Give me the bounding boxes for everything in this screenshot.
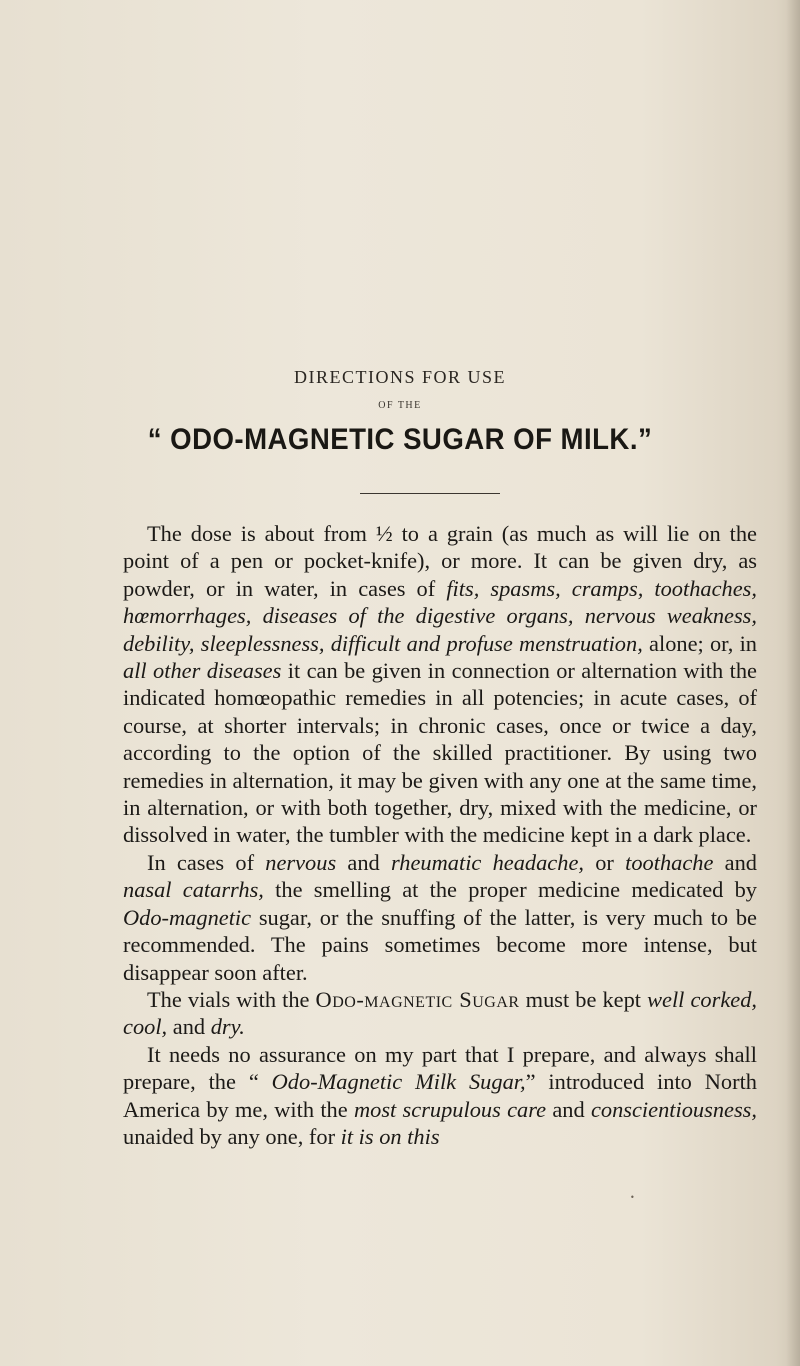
paragraph-headache [123,849,757,986]
page-edge-shadow [786,0,800,1366]
italic-run: most scrupulous care [353,1096,547,1122]
italic-run: well corked, cool, [123,986,757,1040]
small-caps-run: Odo-magnetic Sugar [315,986,520,1012]
heading-of-the: OF THE [378,400,422,411]
italic-run: Odo-Magnetic Milk Sugar, [271,1069,526,1095]
text-run: It needs no assurance on my part that I prepare, and always shall prepare, the “ [123,1041,757,1095]
italic-run: nasal catarrhs, [123,877,264,903]
italic-run: it is on this [340,1123,440,1149]
text-run: and [336,849,391,875]
text-run: ” introduced into North America by me, with the [123,1069,757,1122]
italic-run: toothache [625,849,714,875]
paragraph-vials [123,986,757,1041]
italic-run: rheumatic headache, [390,849,584,875]
italic-run: Odo-magnetic [123,904,252,930]
italic-run: nervous [265,849,337,875]
text-run: The dose is about from [147,521,376,546]
text-run: to a grain (as much as will lie on the point of a pen or pocket-knife), or more. It can be given dry, as powder, or in water, in cases of [123,521,757,601]
text-run: or [583,849,626,875]
italic-run: dry. [210,1014,245,1040]
italic-run: conscientiousness, [590,1096,757,1122]
text-run: In cases of [147,849,266,875]
italic-run: fits, spasms, cramps, toothaches, hœmorrhages, diseases of the digestive organs, nervous weakness, debility, sleeplessness, difficult and profuse menstruation, [123,575,757,656]
text-run: the smelling at the proper medicine medicated by [263,877,757,903]
body-text [123,520,757,1150]
paragraph-assurance [123,1041,757,1151]
heading-directions: DIRECTIONS FOR USE [293,367,507,387]
text-run: it can be given in connection or alternation with the indicated homœopathic remedies in all potencies; in acute cases, of course, at shorter intervals; in chronic cases, once or twice a day, according to the option of the skilled practitioner. By using two remedies in alternation, it may be given with any one at the same time, in alternation, or with both together, dry, mixed with the medicine, or dissolved in water, the tumbler with the medicine kept in a dark place. [123,658,757,848]
fraction: ½ [375,521,393,546]
text-run: and [167,1014,211,1040]
text-run: must be kept [519,986,648,1012]
text-run: alone; or, in [642,630,757,656]
text-run: sugar, or the snuffing of the latter, is very much to be recommended. The pains sometimes become more intense, but disappear soon after. [123,904,757,985]
text-run: and [713,849,757,875]
text-run: The vials with the [147,986,316,1012]
text-run: unaided by any one, for [123,1123,341,1149]
paragraph-dose [123,520,757,849]
heading-title: “ ODO-MAGNETIC SUGAR OF MILK.” [147,423,653,456]
text-run: and [546,1096,591,1122]
page-speck: • [630,1193,635,1202]
title-divider [360,493,500,494]
italic-run: all other diseases [123,658,282,684]
